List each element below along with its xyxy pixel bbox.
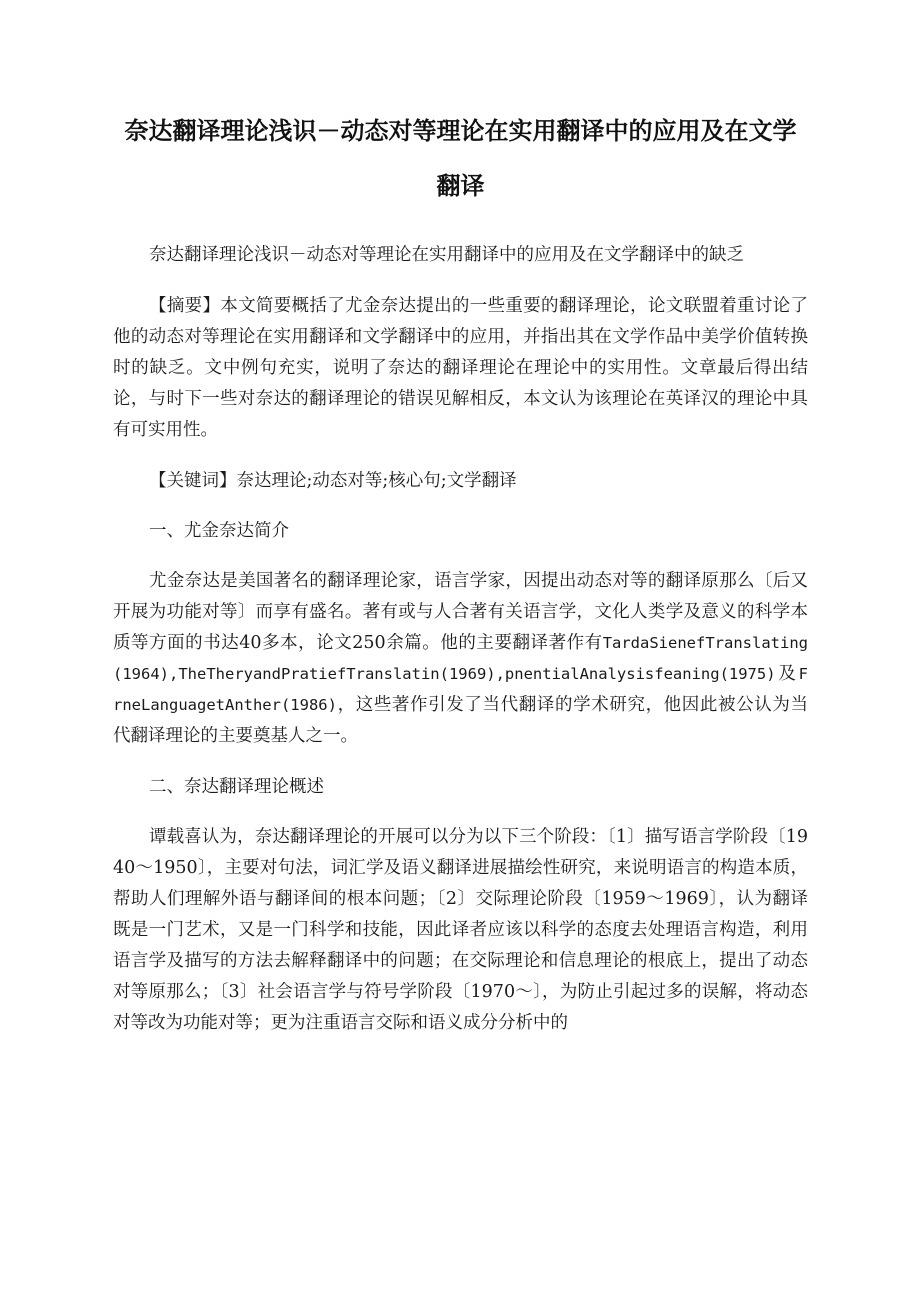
section-1-and: 及: [775, 664, 799, 684]
section-1-tail: ，这些著作引发了当代翻译的学术研究，他因此被公认为当代翻译理论的主要奠基人之一。: [113, 695, 808, 746]
section-1-heading: 一、尤金奈达简介: [149, 521, 289, 541]
section-2-paragraph: 谭载喜认为，奈达翻译理论的开展可以分为以下三个阶段：〔1〕描写语言学阶段〔1940～1950〕，主要对句法，词汇学及语义翻译进展描绘性研究，来说明语言的构造本质，帮助人们理解外语与翻译间的根本问题；〔2〕交际理论阶段〔1959～1969〕，认为翻译既是一门艺术，又是一门科学和技能，因此译者应该以科学的态度去处理语言构造，利用语言学及描写的方法去解释翻译中的问题；在交际理论和信息理论的根底上，提出了动态对等原那么；〔3〕社会语言学与符号学阶段〔1970～〕，为防止引起过多的误解，将动态对等改为功能对等；更为注重语言交际和语义成分分析中的: [113, 827, 808, 1033]
section-2-heading: 二、奈达翻译理论概述: [149, 777, 324, 797]
abstract-paragraph: 【摘要】本文简要概括了尤金奈达提出的一些重要的翻译理论，论文联盟着重讨论了他的动态对等理论在实用翻译和文学翻译中的应用，并指出其在文学作品中美学价值转换时的缺乏。文中例句充实，说明了奈达的翻译理论在理论中的实用性。文章最后得出结论，与时下一些对奈达的翻译理论的错误见解相反，本文认为该理论在英译汉的理论中具有可实用性。: [113, 296, 808, 440]
title-line-2: 翻译: [436, 172, 485, 200]
title-line-1: 奈达翻译理论浅识－动态对等理论在实用翻译中的应用及在文学: [124, 117, 797, 145]
document-title: [113, 104, 808, 214]
section-1-paragraph: [113, 566, 808, 752]
document-body: [113, 240, 808, 1039]
section-1-text: 尤金奈达是美国著名的翻译理论家，语言学家，因提出动态对等的翻译原那么〔后又开展为功能对等〕而享有盛名。著有或与人合著有关语言学，文化人类学及意义的科学本质等方面的书达40多本，论文250余篇。他的主要翻译著作有: [113, 571, 808, 653]
section-1-works-2: FrneLanguagetAnther(1986): [113, 665, 808, 714]
subtitle-paragraph: 奈达翻译理论浅识－动态对等理论在实用翻译中的应用及在文学翻译中的缺乏: [149, 245, 744, 265]
keywords-paragraph: 【关键词】奈达理论;动态对等;核心句;文学翻译: [149, 471, 517, 491]
section-1-works: TardaSienefTranslating(1964),TheTheryandPratiefTranslatin(1969),pnentialAnalysisfeaning(1975): [113, 634, 808, 683]
